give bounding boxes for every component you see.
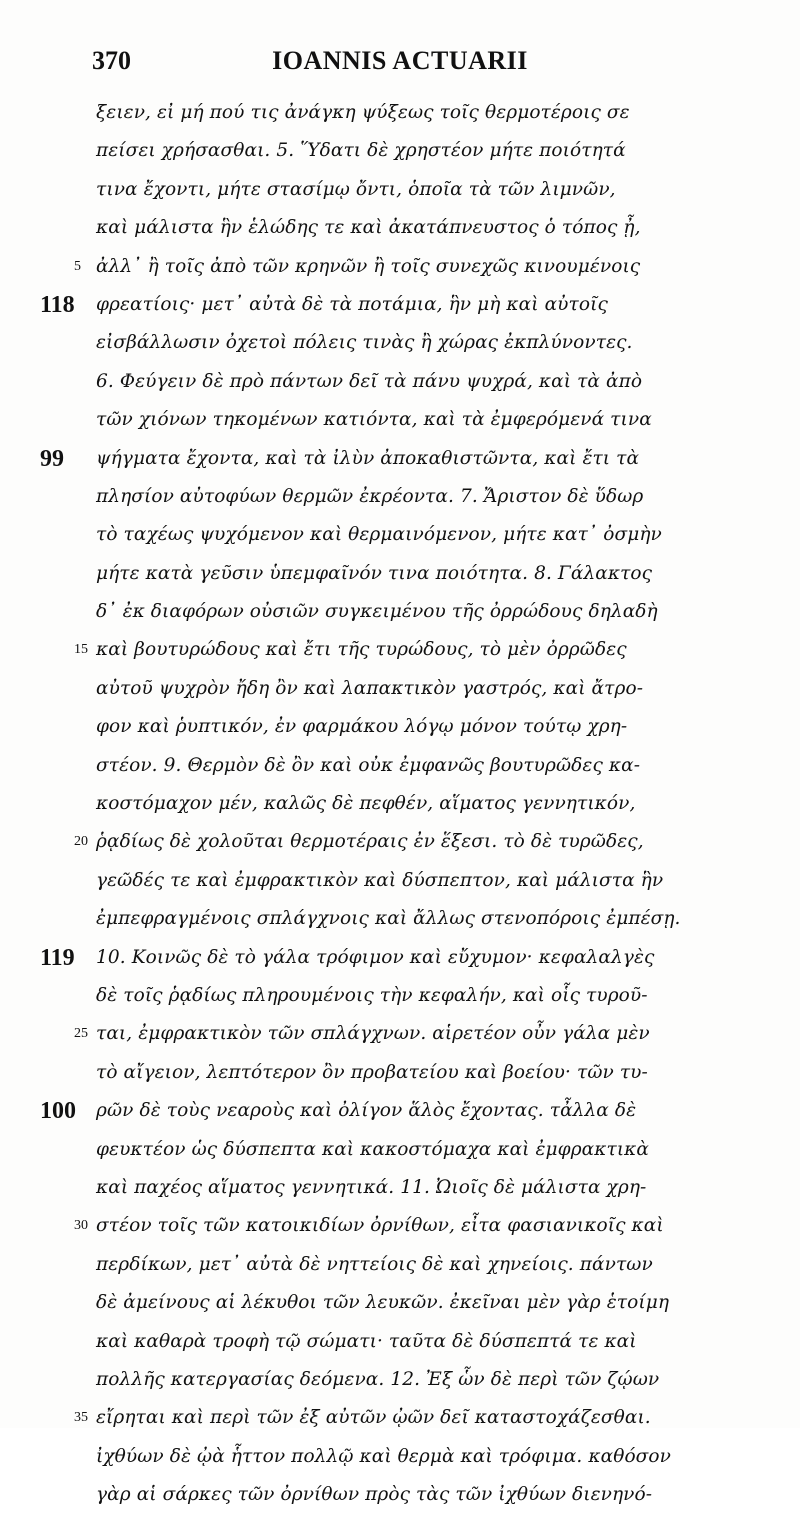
- line-text: ἀλλ᾽ ἢ τοῖς ἀπὸ τῶν κρηνῶν ἢ τοῖς συνεχῶς κινουμένοις: [96, 255, 641, 277]
- line-text: ρῶν δὲ τοὺς νεαροὺς καὶ ὀλίγον ἅλὸς ἔχοντας. τἆλλα δὲ: [96, 1100, 637, 1122]
- text-line: [0, 631, 800, 669]
- edition-page-marker: 99: [40, 445, 64, 472]
- line-text: τῶν χιόνων τηκομένων κατιόντα, καὶ τὰ ἐμφερόμενά τινα: [96, 409, 652, 431]
- page-number: 370: [92, 46, 131, 75]
- line-number: 35: [74, 1410, 88, 1426]
- text-line: [0, 286, 800, 324]
- text-line: [0, 1323, 800, 1361]
- edition-page-marker: 118: [40, 291, 75, 318]
- greek-text-body: [0, 94, 800, 1514]
- line-text: 10. Κοινῶς δὲ τὸ γάλα τρόφιμον καὶ εὔχυμον· κεφαλαλγὲς: [96, 946, 655, 968]
- line-text: ται, ἐμφρακτικὸν τῶν σπλάγχνων. αἱρετέον οὖν γάλα μὲν: [96, 1023, 650, 1045]
- line-text: ἐμπεφραγμένοις σπλάγχνοις καὶ ἄλλως στενοπόροις ἐμπέσῃ.: [96, 908, 681, 930]
- text-line: [0, 1361, 800, 1399]
- text-line: [0, 1246, 800, 1284]
- line-text: τὸ ταχέως ψυχόμενον καὶ θερμαινόμενον, μήτε κατ᾽ ὀσμὴν: [96, 524, 662, 546]
- text-line: [0, 785, 800, 823]
- text-line: [0, 363, 800, 401]
- text-line: [0, 248, 800, 286]
- line-text: γεῶδές τε καὶ ἐμφρακτικὸν καὶ δύσπεπτον, καὶ μάλιστα ἣν: [96, 869, 664, 891]
- text-line: [0, 708, 800, 746]
- text-line: [0, 900, 800, 938]
- text-line: [0, 516, 800, 554]
- line-text: φον καὶ ῥυπτικόν, ἐν φαρμάκου λόγῳ μόνον τούτῳ χρη-: [96, 716, 628, 738]
- text-line: [0, 324, 800, 362]
- text-line: [0, 670, 800, 708]
- line-text: ῥᾳδίως δὲ χολοῦται θερμοτέραις ἐν ἕξεσι. τὸ δὲ τυρῶδες,: [96, 831, 644, 853]
- line-text: ἰχθύων δὲ ᾠὰ ἧττον πολλῷ καὶ θερμὰ καὶ τρόφιμα. καθόσον: [96, 1445, 671, 1467]
- line-text: καὶ βουτυρώδους καὶ ἔτι τῆς τυρώδους, τὸ μὲν ὀρρῶδες: [96, 639, 627, 661]
- line-text: εἰσβάλλωσιν ὀχετοὶ πόλεις τινὰς ἢ χώρας ἐκπλύνοντες.: [96, 332, 633, 354]
- line-text: δὲ τοῖς ῥᾳδίως πληρουμένοις τὴν κεφαλήν, καὶ οἷς τυροῦ-: [96, 984, 648, 1006]
- text-line: [0, 1092, 800, 1130]
- line-text: αὐτοῦ ψυχρὸν ἤδη ὂν καὶ λαπακτικὸν γαστρός, καὶ ἄτρο-: [96, 677, 644, 699]
- text-line: [0, 593, 800, 631]
- text-line: [0, 1207, 800, 1245]
- text-line: [0, 1015, 800, 1053]
- text-line: [0, 1399, 800, 1437]
- text-line: [0, 555, 800, 593]
- line-text: ψήγματα ἔχοντα, καὶ τὰ ἰλὺν ἀποκαθιστῶντα, καὶ ἔτι τὰ: [96, 447, 640, 469]
- text-line: [0, 401, 800, 439]
- line-text: πολλῆς κατεργασίας δεόμενα. 12. Ἐξ ὧν δὲ περὶ τῶν ζῴων: [96, 1368, 660, 1390]
- text-line: [0, 939, 800, 977]
- page-header: [0, 44, 800, 84]
- line-number: 20: [74, 834, 88, 850]
- line-text: 6. Φεύγειν δὲ πρὸ πάντων δεῖ τὰ πάνυ ψυχρά, καὶ τὰ ἀπὸ: [96, 370, 643, 392]
- edition-page-marker: 100: [40, 1098, 76, 1125]
- line-text: μήτε κατὰ γεῦσιν ὑπεμφαῖνόν τινα ποιότητα. 8. Γάλακτος: [96, 562, 653, 584]
- line-text: δ᾽ ἐκ διαφόρων οὐσιῶν συγκειμένου τῆς ὀρρώδους δηλαδὴ: [96, 601, 658, 623]
- running-head: IOANNIS ACTUARII: [272, 46, 528, 75]
- text-line: [0, 1438, 800, 1476]
- line-number: 30: [74, 1218, 88, 1234]
- line-text: εἴρηται καὶ περὶ τῶν ἐξ αὐτῶν ᾠῶν δεῖ καταστοχάζεσθαι.: [96, 1407, 651, 1429]
- line-text: καὶ παχέος αἵματος γεννητικά. 11. Ὠιοῖς δὲ μάλιστα χρη-: [96, 1176, 647, 1198]
- line-text: στέον τοῖς τῶν κατοικιδίων ὀρνίθων, εἶτα φασιανικοῖς καὶ: [96, 1215, 664, 1237]
- text-line: [0, 171, 800, 209]
- edition-page-marker: 119: [40, 944, 75, 971]
- line-text: καὶ καθαρὰ τροφὴ τῷ σώματι· ταῦτα δὲ δύσπεπτά τε καὶ: [96, 1330, 637, 1352]
- line-number: 15: [74, 642, 88, 658]
- text-line: [0, 823, 800, 861]
- line-text: γὰρ αἱ σάρκες τῶν ὀρνίθων πρὸς τὰς τῶν ἰχθύων διενηνό-: [96, 1484, 653, 1506]
- line-text: τὸ αἴγειον, λεπτότερον ὂν προβατείου καὶ βοείου· τῶν τυ-: [96, 1061, 648, 1083]
- text-line: [0, 440, 800, 478]
- text-line: [0, 1169, 800, 1207]
- text-line: [0, 94, 800, 132]
- text-line: [0, 209, 800, 247]
- text-line: [0, 132, 800, 170]
- text-line: [0, 1054, 800, 1092]
- line-text: περδίκων, μετ᾽ αὐτὰ δὲ νηττείοις δὲ καὶ χηνείοις. πάντων: [96, 1253, 653, 1275]
- text-line: [0, 1284, 800, 1322]
- line-number: 5: [74, 258, 81, 274]
- line-text: κοστόμαχον μέν, καλῶς δὲ πεφθέν, αἵματος γεννητικόν,: [96, 793, 636, 815]
- line-number: 25: [74, 1026, 88, 1042]
- line-text: φρεατίοις· μετ᾽ αὐτὰ δὲ τὰ ποτάμια, ἣν μὴ καὶ αὐτοῖς: [96, 293, 608, 315]
- line-text: πλησίον αὐτοφύων θερμῶν ἐκρέοντα. 7. Ἄριστον δὲ ὕδωρ: [96, 485, 644, 507]
- text-line: [0, 747, 800, 785]
- line-text: δὲ ἀμείνους αἱ λέκυθοι τῶν λευκῶν. ἐκεῖναι μὲν γὰρ ἑτοίμη: [96, 1292, 670, 1314]
- line-text: καὶ μάλιστα ἣν ἑλώδης τε καὶ ἀκατάπνευστος ὁ τόπος ᾖ,: [96, 217, 641, 239]
- text-line: [0, 1131, 800, 1169]
- text-line: [0, 977, 800, 1015]
- line-text: τινα ἔχοντι, μήτε στασίμῳ ὄντι, ὁποῖα τὰ τῶν λιμνῶν,: [96, 178, 616, 200]
- line-text: στέον. 9. Θερμὸν δὲ ὂν καὶ οὐκ ἐμφανῶς βουτυρῶδες κα-: [96, 754, 641, 776]
- line-text: πείσει χρήσασθαι. 5. Ὕδατι δὲ χρηστέον μήτε ποιότητά: [96, 140, 626, 162]
- text-line: [0, 862, 800, 900]
- text-line: [0, 1476, 800, 1514]
- text-line: [0, 478, 800, 516]
- line-text: φευκτέον ὡς δύσπεπτα καὶ κακοστόμαχα καὶ ἐμφρακτικὰ: [96, 1138, 650, 1160]
- line-text: ξειεν, εἰ μή πού τις ἀνάγκη ψύξεως τοῖς θερμοτέροις σε: [96, 102, 630, 123]
